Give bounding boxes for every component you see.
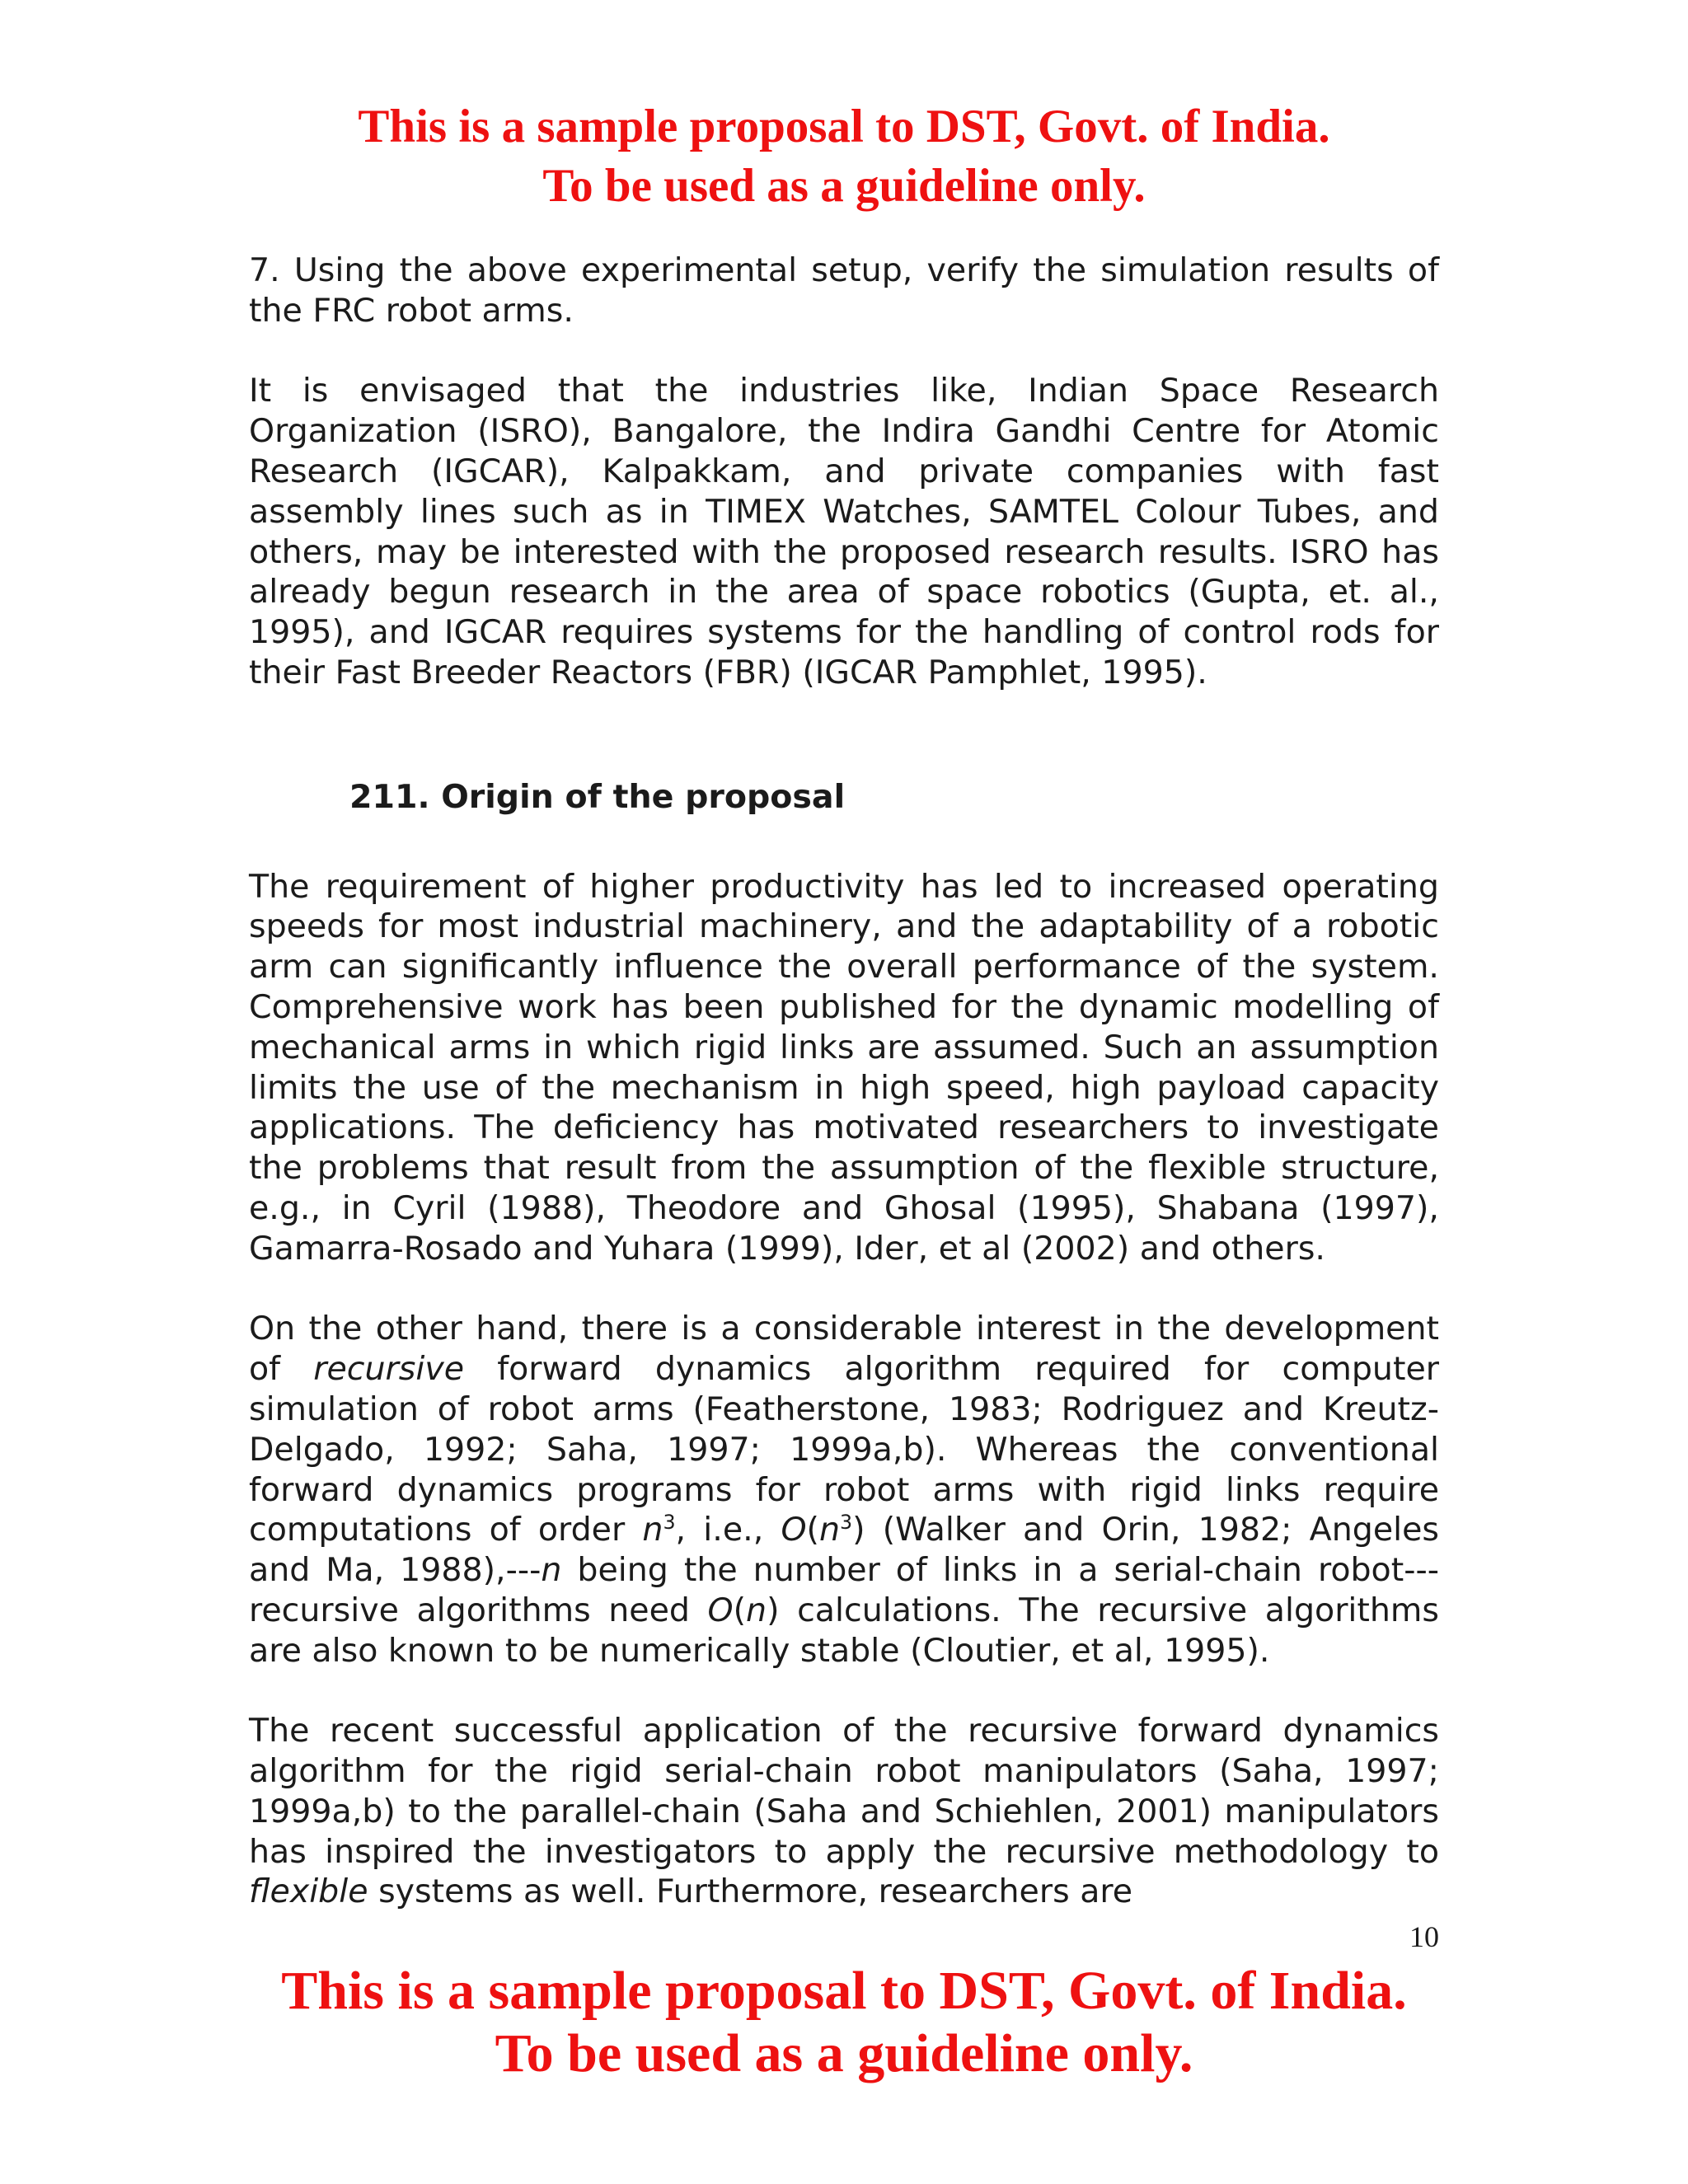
industries-paragraph: It is envisaged that the industries like, Indian Space Research Organization (ISRO), Bangalore, the Indira Gandhi Centre for Atomic Research (IGCAR), Kalpakkam, and private companies with fast assembly lines such as in TIMEX Watches, SAMTEL Colour Tubes, and others, may be interested with the proposed research results. ISRO has already begun research in the area of space robotics (Gupta, et. al., 1995), and IGCAR requires systems for the handling of control rods for their Fast Breeder Reactors (FBR) (IGCAR Pamphlet, 1995). <box>249 372 1439 691</box>
watermark-banner-bottom <box>0 1960 1688 2085</box>
application-paragraph: The recent successful application of the recursive forward dynamics algorithm for the rigid serial-chain robot manipulators (Saha, 1997; 1999a,b) to the parallel-chain (Saha and Schiehlen, 2001) manipulators has inspired the investigators to apply the recursive methodology to flexible systems as well. Furthermore, researchers are <box>249 1712 1439 1911</box>
origin-paragraph: The requirement of higher productivity has led to increased operating speeds for most industrial machinery, and the adaptability of a robotic arm can significantly influence the overall performance of the system. Comprehensive work has been published for the dynamic modelling of mechanical arms in which rigid links are assumed. Such an assumption limits the use of the mechanism in high speed, high payload capacity applications. The deficiency has motivated researchers to investigate the problems that result from the assumption of the flexible structure, e.g., in Cyril (1988), Theodore and Ghosal (1995), Shabana (1997), Gamarra-Rosado and Yuhara (1999), Ider, et al (2002) and others. <box>249 867 1439 1268</box>
page-number: 10 <box>1409 1920 1439 1953</box>
section-heading: 211. Origin of the proposal <box>349 777 846 816</box>
banner-line-2: To be used as a guideline only. <box>542 160 1146 212</box>
recursive-paragraph: On the other hand, there is a considerable interest in the development of recursive forward dynamics algorithm required for computer simulation of robot arms (Featherstone, 1983; Rodriguez and Kreutz-Delgado, 1992; Saha, 1997; 1999a,b). Whereas the conventional forward dynamics programs for robot arms with rigid links require computations of order $n^3$, i.e., $O(n^3)$ (Walker and Orin, 1982; Angeles and Ma, 1988),---n being the number of links in a serial-chain robot---recursive algorithms need O(n) calculations. The recursive algorithms are also known to be numerically stable (Cloutier, et al, 1995). <box>249 1310 1439 1670</box>
item-7-paragraph: 7. Using the above experimental setup, verify the simulation results of the FRC robot arms. <box>249 251 1439 330</box>
banner-line-1: This is a sample proposal to DST, Govt. of India. <box>281 1961 1407 2021</box>
watermark-banner-top <box>0 97 1688 216</box>
banner-line-2: To be used as a guideline only. <box>495 2023 1193 2083</box>
banner-line-1: This is a sample proposal to DST, Govt. of India. <box>358 101 1330 152</box>
document-body <box>249 251 1439 1912</box>
